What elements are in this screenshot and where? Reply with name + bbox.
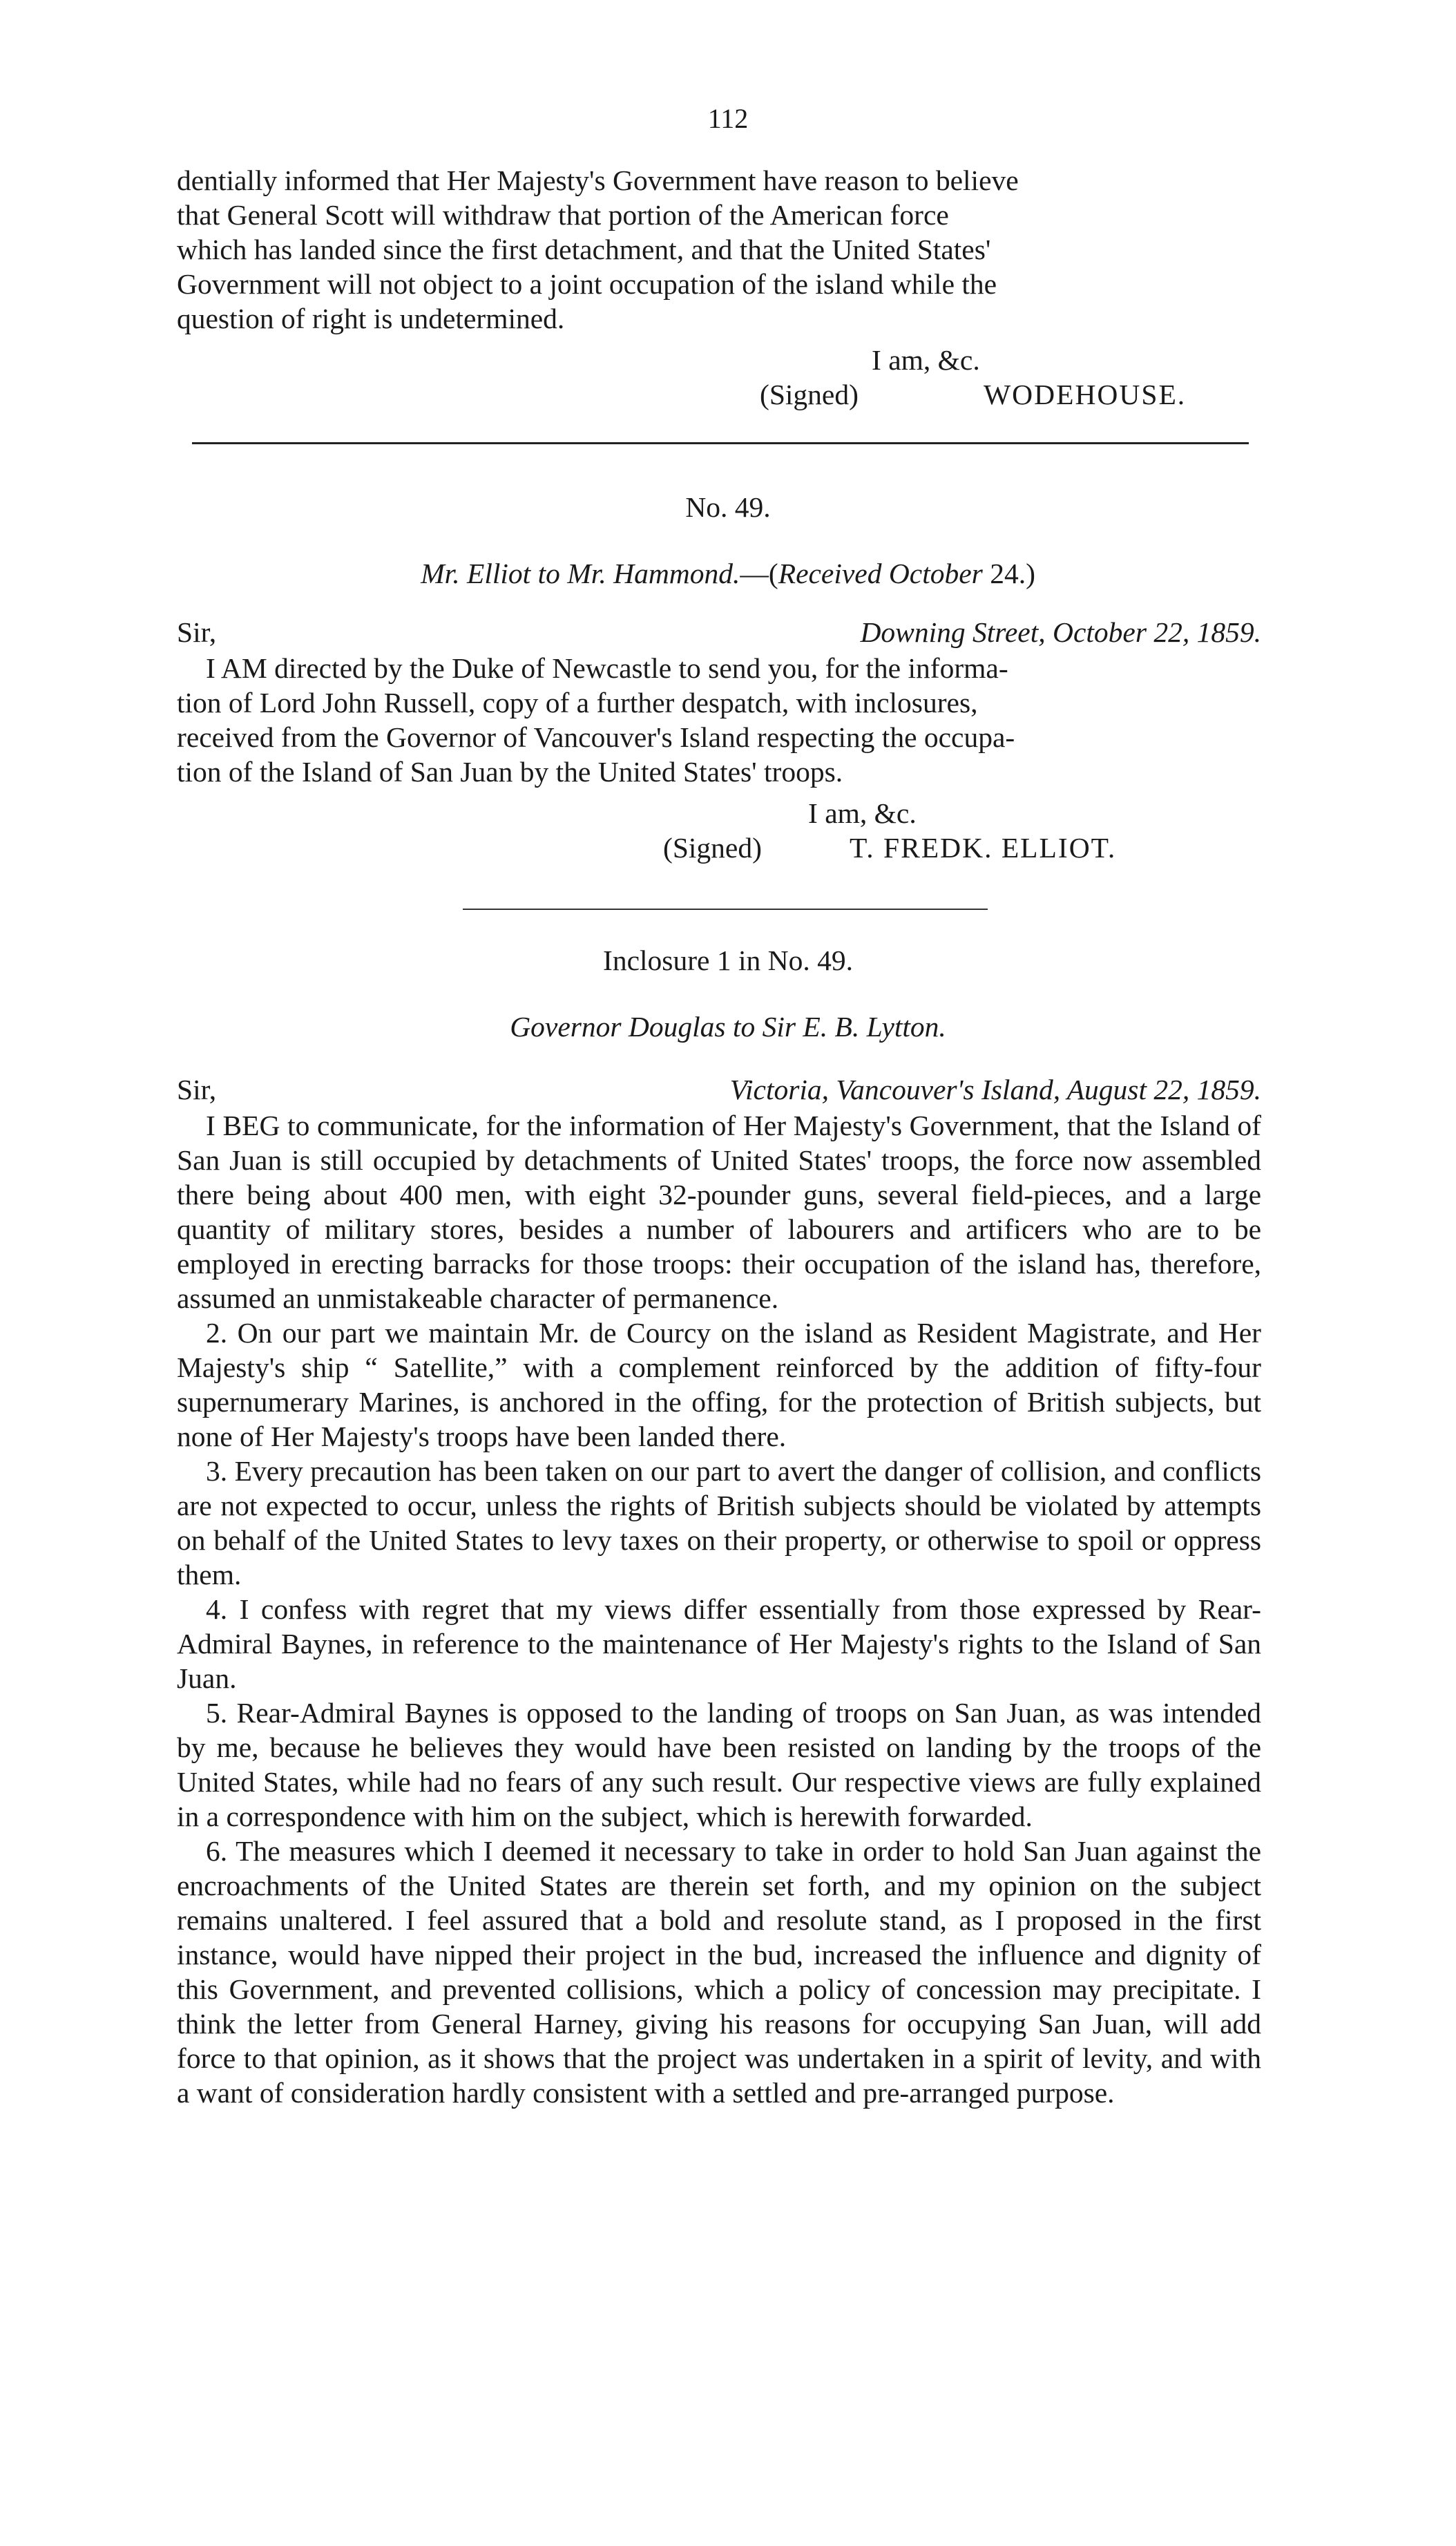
inclosure-body <box>177 1108 1261 2110</box>
paragraph: 4. I confess with regret that my views differ essentially from those expressed by Rear-Admiral Baynes, in reference to the maintenance of Her Majesty's rights to the Island of San Juan. <box>177 1593 1261 1694</box>
signed-label: (Signed) <box>760 379 859 410</box>
heading-correspondents: Mr. Elliot to Mr. Hammond. <box>421 558 740 589</box>
text-line: tion of the Island of San Juan by the United States' troops. <box>177 756 843 788</box>
heading-received: Received October <box>778 558 983 589</box>
paragraph: I BEG to communicate, for the information of Her Majesty's Government, that the Island of San Juan is still occupied by detachments of United States' troops, the force now assembled there being about 400 men, with eight 32-pounder guns, several field-pieces, and a large quantity of military stores, besides a number of labourers and artificers who are to be employed in erecting barracks for those troops: their occupation of the island has, therefore, assumed an unmistakeable character of permanence. <box>177 1110 1261 1314</box>
closing-line: I am, &c. <box>872 344 980 376</box>
document-number: No. 49. <box>685 491 771 523</box>
signature: WODEHOUSE. <box>984 379 1187 410</box>
heading-date: 24.) <box>982 558 1035 589</box>
salutation: Sir, <box>177 1074 217 1105</box>
text-line: that General Scott will withdraw that portion of the American force <box>177 199 949 231</box>
text-line: question of right is undetermined. <box>177 303 565 334</box>
signed-label: (Signed) <box>663 832 762 864</box>
paragraph: 6. The measures which I deemed it necessary to take in order to hold San Juan against the encroachments of the United States are therein set forth, and my opinion on the subject remains unaltered. I feel assured that a bold and resolute stand, as I proposed in the first instance, would have nipped their project in the bud, increased the influence and dignity of this Government, and prevented collisions, which a policy of concession may precipitate. I think the letter from General Harney, giving his reasons for occupying San Juan, will add force to that opinion, as it shows that the project was undertaken in a spirit of levity, and with a want of consideration hardly consistent with a settled and pre-arranged purpose. <box>177 1835 1261 2109</box>
letter-body <box>177 651 1261 789</box>
heading-dash: —( <box>740 558 778 589</box>
place-date: Downing Street, October 22, 1859. <box>860 616 1261 648</box>
salutation: Sir, <box>177 616 217 648</box>
closing-line: I am, &c. <box>808 797 917 829</box>
place-date: Victoria, Vancouver's Island, August 22, 1859. <box>729 1074 1261 1105</box>
document-heading <box>0 557 1456 590</box>
text-line: dentially informed that Her Majesty's Government have reason to believe <box>177 164 1019 196</box>
inclosure-heading: Governor Douglas to Sir E. B. Lytton. <box>510 1011 946 1043</box>
text-line: I AM directed by the Duke of Newcastle to send you, for the informa- <box>206 652 1008 684</box>
inclosure-title: Inclosure 1 in No. 49. <box>603 944 853 976</box>
text-line: received from the Governor of Vancouver's Island respecting the occupa- <box>177 721 1015 753</box>
paragraph: 3. Every precaution has been taken on our part to avert the danger of collision, and conflicts are not expected to occur, unless the rights of British subjects should be violated by attempts on behalf of the United States to levy taxes on their property, or otherwise to spoil or oppress them. <box>177 1455 1261 1590</box>
text-line: tion of Lord John Russell, copy of a further despatch, with inclosures, <box>177 687 978 719</box>
section-divider <box>463 909 988 910</box>
text-line: which has landed since the first detachment, and that the United States' <box>177 234 991 265</box>
paragraph: 2. On our part we maintain Mr. de Courcy on the island as Resident Magistrate, and Her Majesty's ship “ Satellite,” with a complement reinforced by the addition of fifty-four supernumerary Marines, is anchored in the offing, for the protection of British subjects, but none of Her Majesty's troops have been landed there. <box>177 1317 1261 1452</box>
section-divider <box>192 442 1249 444</box>
paragraph: 5. Rear-Admiral Baynes is opposed to the landing of troops on San Juan, as was intended by me, because he believes they would have been resisted on landing by the troops of the United States, while had no fears of any such result. Our respective views are fully explained in a correspondence with him on the subject, which is herewith forwarded. <box>177 1697 1261 1832</box>
signature: T. FREDK. ELLIOT. <box>850 832 1117 864</box>
page-number: 112 <box>707 103 749 134</box>
text-line: Government will not object to a joint occupation of the island while the <box>177 268 997 300</box>
continuation-text <box>177 163 1261 336</box>
